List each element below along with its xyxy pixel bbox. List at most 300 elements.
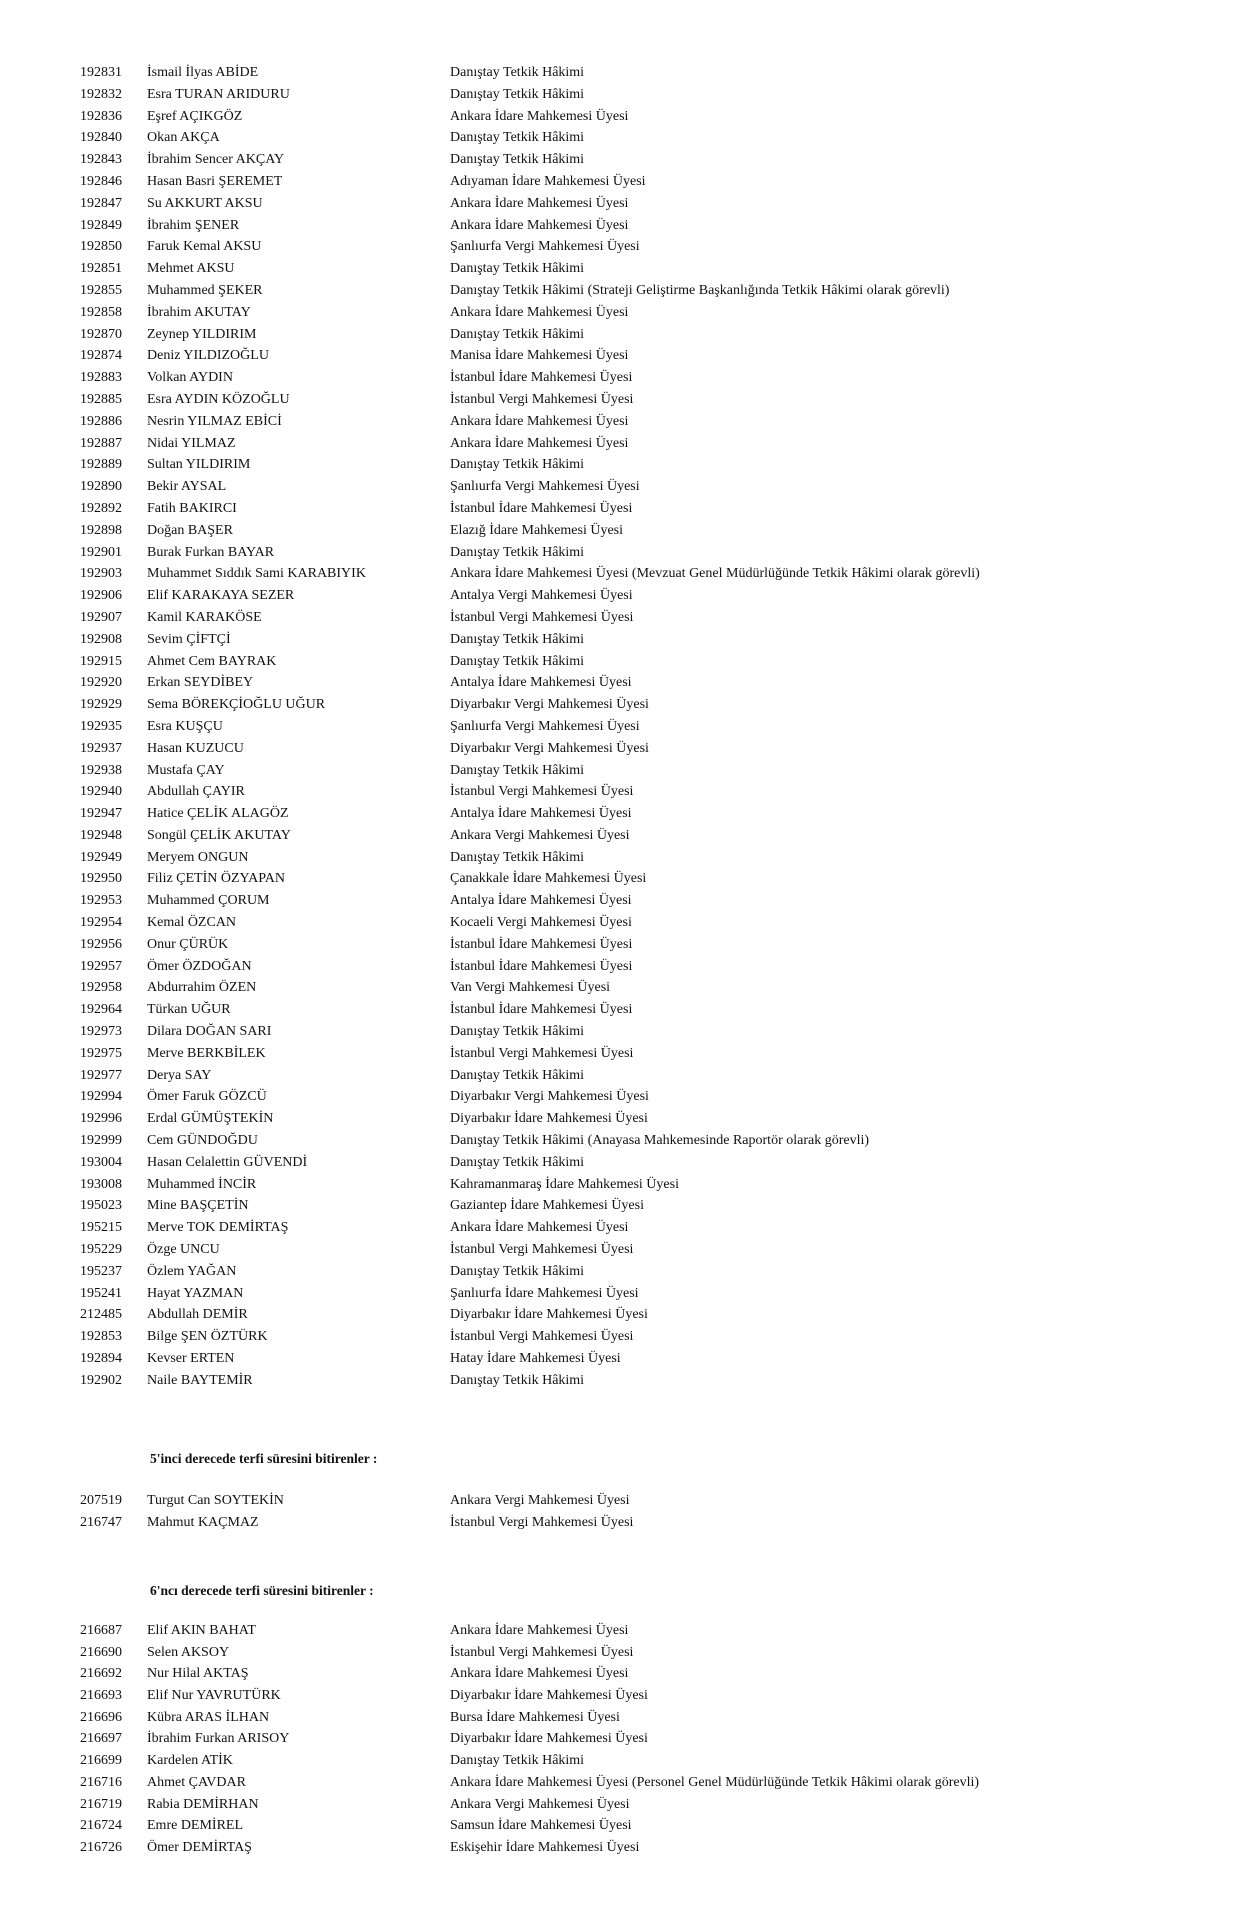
person-name: Abdurrahim ÖZEN [147,980,257,996]
person-name: Nesrin YILMAZ EBİCİ [147,413,282,429]
position-title: İstanbul İdare Mahkemesi Üyesi [450,500,633,516]
table-row [0,302,1252,324]
table-row [0,1130,1252,1152]
position-title: Danıştay Tetkik Hâkimi [450,261,585,277]
position-title: Ankara İdare Mahkemesi Üyesi [450,1666,629,1682]
person-name: Özge UNCU [147,1242,220,1258]
table-row [0,1152,1252,1174]
sicil-number: 192849 [80,217,122,233]
position-title: Şanlıurfa İdare Mahkemesi Üyesi [450,1285,639,1301]
sicil-number: 192894 [80,1351,122,1367]
sicil-number: 192908 [80,631,122,647]
position-title: Ankara İdare Mahkemesi Üyesi [450,1623,629,1638]
sicil-number: 195215 [80,1220,122,1236]
sicil-number: 192855 [80,282,122,298]
table-row [0,258,1252,280]
sicil-number: 192851 [80,261,122,277]
table-row [0,934,1252,956]
position-title: Antalya Vergi Mahkemesi Üyesi [450,588,633,604]
table-row [0,716,1252,738]
table-row [0,781,1252,803]
position-title: Diyarbakır İdare Mahkemesi Üyesi [450,1731,648,1747]
table-row [0,738,1252,760]
position-title: Hatay İdare Mahkemesi Üyesi [450,1351,621,1367]
sicil-number: 192858 [80,304,122,320]
table-row [0,629,1252,651]
section-list-main [0,62,1252,1392]
table-row [0,1685,1252,1707]
section-list-6th-degree [0,1620,1252,1859]
person-name: Turgut Can SOYTEKİN [147,1493,284,1508]
sicil-number: 192935 [80,718,122,734]
table-row [0,1239,1252,1261]
sicil-number: 193004 [80,1154,122,1170]
position-title: Eskişehir İdare Mahkemesi Üyesi [450,1839,640,1855]
table-row [0,1174,1252,1196]
position-title: Danıştay Tetkik Hâkimi [450,152,585,168]
position-title: Danıştay Tetkik Hâkimi [450,457,585,473]
sicil-number: 192956 [80,936,122,952]
sicil-number: 216716 [80,1774,122,1790]
person-name: Emre DEMİREL [147,1818,244,1834]
person-name: Sultan YILDIRIM [147,457,251,473]
position-title: Danıştay Tetkik Hâkimi [450,849,585,865]
person-name: Hasan Basri ŞEREMET [147,173,283,189]
person-name: Erdal GÜMÜŞTEKİN [147,1111,274,1127]
sicil-number: 192902 [80,1372,122,1388]
table-row [0,498,1252,520]
position-title: Danıştay Tetkik Hâkimi [450,1372,585,1388]
person-name: Burak Furkan BAYAR [147,544,275,560]
person-name: Derya SAY [147,1067,212,1083]
table-row [0,1261,1252,1283]
sicil-number: 192938 [80,762,122,778]
person-name: Hasan Celalettin GÜVENDİ [147,1154,308,1170]
sicil-number: 192890 [80,479,122,495]
person-name: İbrahim Furkan ARISOY [147,1731,290,1747]
position-title: Elazığ İdare Mahkemesi Üyesi [450,522,623,538]
sicil-number: 192950 [80,871,122,887]
table-row [0,1772,1252,1794]
position-title: Manisa İdare Mahkemesi Üyesi [450,348,629,364]
person-name: Ömer DEMİRTAŞ [147,1839,252,1855]
table-row [0,912,1252,934]
position-title: Samsun İdare Mahkemesi Üyesi [450,1818,632,1834]
person-name: Özlem YAĞAN [147,1263,237,1279]
position-title: Danıştay Tetkik Hâkimi [450,1753,585,1769]
person-name: Ömer Faruk GÖZCÜ [147,1089,267,1105]
position-title: Antalya İdare Mahkemesi Üyesi [450,893,632,909]
position-title: Ankara İdare Mahkemesi Üyesi [450,1220,629,1236]
table-row [0,1837,1252,1859]
person-name: Eşref AÇIKGÖZ [147,108,243,124]
table-row [0,1021,1252,1043]
table-row [0,694,1252,716]
sicil-number: 192999 [80,1133,122,1149]
person-name: Esra AYDIN KÖZOĞLU [147,391,290,407]
sicil-number: 192977 [80,1067,122,1083]
table-row [0,411,1252,433]
position-title: Danıştay Tetkik Hâkimi [450,631,585,647]
sicil-number: 192870 [80,326,122,342]
person-name: Mustafa ÇAY [147,762,225,778]
person-name: İsmail İlyas ABİDE [147,65,259,80]
position-title: Antalya İdare Mahkemesi Üyesi [450,675,632,691]
table-row [0,542,1252,564]
sicil-number: 192996 [80,1111,122,1127]
person-name: Erkan SEYDİBEY [147,675,254,691]
person-name: Sevim ÇİFTÇİ [147,631,231,647]
sicil-number: 192903 [80,566,122,582]
person-name: Kardelen ATİK [147,1753,233,1769]
table-row [0,345,1252,367]
position-title: Ankara İdare Mahkemesi Üyesi (Personel Genel Müdürlüğünde Tetkik Hâkimi olarak görevli) [450,1774,980,1790]
sicil-number: 216687 [80,1623,122,1638]
person-name: Okan AKÇA [147,130,220,146]
sicil-number: 192887 [80,435,122,451]
person-name: Elif AKIN BAHAT [147,1623,256,1638]
person-name: Muhammed ÇORUM [147,893,270,909]
position-title: İstanbul Vergi Mahkemesi Üyesi [450,1242,634,1258]
person-name: Mine BAŞÇETİN [147,1198,249,1214]
position-title: Danıştay Tetkik Hâkimi [450,326,585,342]
person-name: Ömer ÖZDOĞAN [147,958,252,974]
table-row [0,62,1252,84]
position-title: İstanbul Vergi Mahkemesi Üyesi [450,1045,634,1061]
position-title: Danıştay Tetkik Hâkimi [450,1263,585,1279]
sicil-number: 216719 [80,1796,122,1812]
table-row [0,956,1252,978]
person-name: Bekir AYSAL [147,479,227,495]
table-row [0,847,1252,869]
person-name: Muhammet Sıddık Sami KARABIYIK [147,566,366,582]
person-name: Cem GÜNDOĞDU [147,1133,258,1149]
sicil-number: 192850 [80,239,122,255]
position-title: Danıştay Tetkik Hâkimi [450,86,585,102]
table-row [0,1283,1252,1305]
position-title: Ankara Vergi Mahkemesi Üyesi [450,827,630,843]
position-title: Van Vergi Mahkemesi Üyesi [450,980,611,996]
table-row [0,1086,1252,1108]
sicil-number: 192915 [80,653,122,669]
position-title: Ankara Vergi Mahkemesi Üyesi [450,1493,630,1508]
table-row [0,999,1252,1021]
table-row [0,760,1252,782]
person-name: İbrahim Sencer AKÇAY [147,152,285,168]
position-title: Adıyaman İdare Mahkemesi Üyesi [450,173,646,189]
person-name: Elif Nur YAVRUTÜRK [147,1688,281,1704]
sicil-number: 195241 [80,1285,122,1301]
person-name: Faruk Kemal AKSU [147,239,262,255]
table-row [0,890,1252,912]
table-row [0,607,1252,629]
person-name: Kevser ERTEN [147,1351,235,1367]
position-title: Danıştay Tetkik Hâkimi (Anayasa Mahkemesinde Raportör olarak görevli) [450,1133,870,1149]
sicil-number: 192886 [80,413,122,429]
sicil-number: 193008 [80,1176,122,1192]
table-row [0,236,1252,258]
section-heading-5th-degree: 5'inci derecede terfi süresini bitirenler : [150,1451,378,1466]
sicil-number: 192853 [80,1329,122,1345]
table-row [0,1728,1252,1750]
position-title: İstanbul İdare Mahkemesi Üyesi [450,936,633,952]
sicil-number: 192929 [80,697,122,713]
table-row [0,1326,1252,1348]
table-row [0,84,1252,106]
position-title: Antalya İdare Mahkemesi Üyesi [450,806,632,822]
table-row [0,1065,1252,1087]
position-title: Bursa İdare Mahkemesi Üyesi [450,1709,620,1725]
table-row [0,1707,1252,1729]
person-name: Fatih BAKIRCI [147,500,237,516]
position-title: Danıştay Tetkik Hâkimi [450,544,585,560]
sicil-number: 216726 [80,1839,122,1855]
person-name: Merve TOK DEMİRTAŞ [147,1220,289,1236]
sicil-number: 192949 [80,849,122,865]
position-title: Danıştay Tetkik Hâkimi [450,65,585,80]
sicil-number: 192994 [80,1089,122,1105]
person-name: Rabia DEMİRHAN [147,1796,259,1812]
table-row [0,389,1252,411]
position-title: İstanbul Vergi Mahkemesi Üyesi [450,1329,634,1345]
table-row [0,1512,1252,1534]
sicil-number: 192898 [80,522,122,538]
person-name: Su AKKURT AKSU [147,195,263,211]
sicil-number: 192832 [80,86,122,102]
sicil-number: 192874 [80,348,122,364]
person-name: Esra KUŞÇU [147,718,223,734]
person-name: Merve BERKBİLEK [147,1045,266,1061]
sicil-number: 192901 [80,544,122,560]
position-title: Ankara İdare Mahkemesi Üyesi [450,435,629,451]
position-title: Ankara İdare Mahkemesi Üyesi [450,195,629,211]
table-row [0,868,1252,890]
person-name: Abdullah ÇAYIR [147,784,245,800]
sicil-number: 192953 [80,893,122,909]
table-row [0,1642,1252,1664]
sicil-number: 192831 [80,65,122,80]
position-title: Şanlıurfa Vergi Mahkemesi Üyesi [450,718,640,734]
person-name: Kamil KARAKÖSE [147,609,262,625]
sicil-number: 192937 [80,740,122,756]
person-name: Onur ÇÜRÜK [147,936,229,952]
position-title: Ankara İdare Mahkemesi Üyesi [450,304,629,320]
sicil-number: 192973 [80,1024,122,1040]
table-row [0,171,1252,193]
sicil-number: 192954 [80,915,122,931]
table-row [0,149,1252,171]
table-row [0,367,1252,389]
position-title: Danıştay Tetkik Hâkimi [450,762,585,778]
table-row [0,454,1252,476]
position-title: Ankara Vergi Mahkemesi Üyesi [450,1796,630,1812]
table-row [0,324,1252,346]
position-title: Danıştay Tetkik Hâkimi [450,1024,585,1040]
table-row [0,476,1252,498]
table-row [0,433,1252,455]
position-title: Diyarbakır Vergi Mahkemesi Üyesi [450,697,649,713]
sicil-number: 192906 [80,588,122,604]
person-name: Volkan AYDIN [147,370,233,386]
position-title: İstanbul İdare Mahkemesi Üyesi [450,958,633,974]
person-name: Filiz ÇETİN ÖZYAPAN [147,871,285,887]
table-row [0,1620,1252,1642]
person-name: Türkan UĞUR [147,1002,231,1018]
sicil-number: 192947 [80,806,122,822]
position-title: Danıştay Tetkik Hâkimi [450,130,585,146]
sicil-number: 192958 [80,980,122,996]
position-title: İstanbul Vergi Mahkemesi Üyesi [450,609,634,625]
person-name: Songül ÇELİK AKUTAY [147,827,291,843]
person-name: Naile BAYTEMİR [147,1372,253,1388]
position-title: Diyarbakır İdare Mahkemesi Üyesi [450,1111,648,1127]
sicil-number: 192889 [80,457,122,473]
sicil-number: 192940 [80,784,122,800]
person-name: Sema BÖREKÇİOĞLU UĞUR [147,697,326,713]
person-name: Ahmet ÇAVDAR [147,1774,246,1790]
person-name: Bilge ŞEN ÖZTÜRK [147,1329,268,1345]
position-title: Çanakkale İdare Mahkemesi Üyesi [450,871,647,887]
table-row [0,193,1252,215]
table-row [0,215,1252,237]
position-title: Danıştay Tetkik Hâkimi [450,653,585,669]
person-name: Mehmet AKSU [147,261,235,277]
position-title: Şanlıurfa Vergi Mahkemesi Üyesi [450,239,640,255]
sicil-number: 216692 [80,1666,122,1682]
table-row [0,1663,1252,1685]
sicil-number: 212485 [80,1307,122,1323]
person-name: Kübra ARAS İLHAN [147,1709,270,1725]
position-title: Ankara İdare Mahkemesi Üyesi (Mevzuat Genel Müdürlüğünde Tetkik Hâkimi olarak görevli) [450,566,980,582]
sicil-number: 216724 [80,1818,122,1834]
sicil-number: 192957 [80,958,122,974]
position-title: Kocaeli Vergi Mahkemesi Üyesi [450,915,632,931]
position-title: Diyarbakır Vergi Mahkemesi Üyesi [450,740,649,756]
position-title: Diyarbakır İdare Mahkemesi Üyesi [450,1307,648,1323]
position-title: Danıştay Tetkik Hâkimi [450,1067,585,1083]
person-name: Nidai YILMAZ [147,435,236,451]
person-name: Abdullah DEMİR [147,1307,248,1323]
table-row [0,803,1252,825]
position-title: İstanbul Vergi Mahkemesi Üyesi [450,1644,634,1660]
section-heading-6th-degree: 6'ncı derecede terfi süresini bitirenler : [150,1583,374,1598]
table-row [0,825,1252,847]
sicil-number: 216697 [80,1731,122,1747]
person-name: Hasan KUZUCU [147,740,244,756]
table-row [0,127,1252,149]
sicil-number: 216699 [80,1753,122,1769]
table-row [0,672,1252,694]
table-row [0,1370,1252,1392]
table-row [0,977,1252,999]
table-row [0,106,1252,128]
person-name: Esra TURAN ARIDURU [147,86,290,102]
table-row [0,1750,1252,1772]
table-row [0,651,1252,673]
position-title: İstanbul Vergi Mahkemesi Üyesi [450,391,634,407]
table-row [0,1217,1252,1239]
person-name: Kemal ÖZCAN [147,915,237,931]
sicil-number: 192836 [80,108,122,124]
person-name: Doğan BAŞER [147,522,233,538]
person-name: Mahmut KAÇMAZ [147,1514,259,1530]
sicil-number: 195237 [80,1263,122,1279]
person-name: Ahmet Cem BAYRAK [147,653,277,669]
person-name: Dilara DOĞAN SARI [147,1024,272,1040]
sicil-number: 192975 [80,1045,122,1061]
person-name: İbrahim ŞENER [147,217,240,233]
sicil-number: 192964 [80,1002,122,1018]
position-title: İstanbul Vergi Mahkemesi Üyesi [450,784,634,800]
sicil-number: 192907 [80,609,122,625]
sicil-number: 192840 [80,130,122,146]
table-row [0,1815,1252,1837]
person-name: Elif KARAKAYA SEZER [147,588,295,604]
section-list-5th-degree [0,1490,1252,1533]
person-name: Muhammed İNCİR [147,1176,257,1192]
position-title: İstanbul Vergi Mahkemesi Üyesi [450,1514,634,1530]
position-title: Ankara İdare Mahkemesi Üyesi [450,108,629,124]
sicil-number: 207519 [80,1493,122,1508]
person-name: Hayat YAZMAN [147,1285,244,1301]
sicil-number: 192920 [80,675,122,691]
table-row [0,1043,1252,1065]
position-title: Ankara İdare Mahkemesi Üyesi [450,217,629,233]
table-row [0,1304,1252,1326]
sicil-number: 192892 [80,500,122,516]
position-title: Ankara İdare Mahkemesi Üyesi [450,413,629,429]
position-title: Gaziantep İdare Mahkemesi Üyesi [450,1198,644,1214]
person-name: Selen AKSOY [147,1644,230,1660]
person-name: Muhammed ŞEKER [147,282,263,298]
person-name: Deniz YILDIZOĞLU [147,348,269,364]
sicil-number: 216693 [80,1688,122,1704]
person-name: İbrahim AKUTAY [147,304,251,320]
position-title: Diyarbakır Vergi Mahkemesi Üyesi [450,1089,649,1105]
sicil-number: 216690 [80,1644,122,1660]
table-row [0,1108,1252,1130]
table-row [0,1794,1252,1816]
table-row [0,1490,1252,1512]
sicil-number: 216747 [80,1514,122,1530]
position-title: İstanbul İdare Mahkemesi Üyesi [450,370,633,386]
table-row [0,520,1252,542]
table-row [0,585,1252,607]
sicil-number: 216696 [80,1709,122,1725]
person-name: Meryem ONGUN [147,849,249,865]
table-row [0,1195,1252,1217]
sicil-number: 195229 [80,1242,122,1258]
position-title: Danıştay Tetkik Hâkimi [450,1154,585,1170]
person-name: Hatice ÇELİK ALAGÖZ [147,806,289,822]
sicil-number: 192843 [80,152,122,168]
table-row [0,563,1252,585]
sicil-number: 192883 [80,370,122,386]
position-title: Danıştay Tetkik Hâkimi (Strateji Geliştirme Başkanlığında Tetkik Hâkimi olarak görevli) [450,282,950,298]
table-row [0,1348,1252,1370]
sicil-number: 192846 [80,173,122,189]
sicil-number: 195023 [80,1198,122,1214]
table-row [0,280,1252,302]
position-title: Şanlıurfa Vergi Mahkemesi Üyesi [450,479,640,495]
sicil-number: 192847 [80,195,122,211]
position-title: Diyarbakır İdare Mahkemesi Üyesi [450,1688,648,1704]
person-name: Zeynep YILDIRIM [147,326,257,342]
person-name: Nur Hilal AKTAŞ [147,1666,249,1682]
position-title: Kahramanmaraş İdare Mahkemesi Üyesi [450,1176,679,1192]
position-title: İstanbul İdare Mahkemesi Üyesi [450,1002,633,1018]
sicil-number: 192948 [80,827,122,843]
